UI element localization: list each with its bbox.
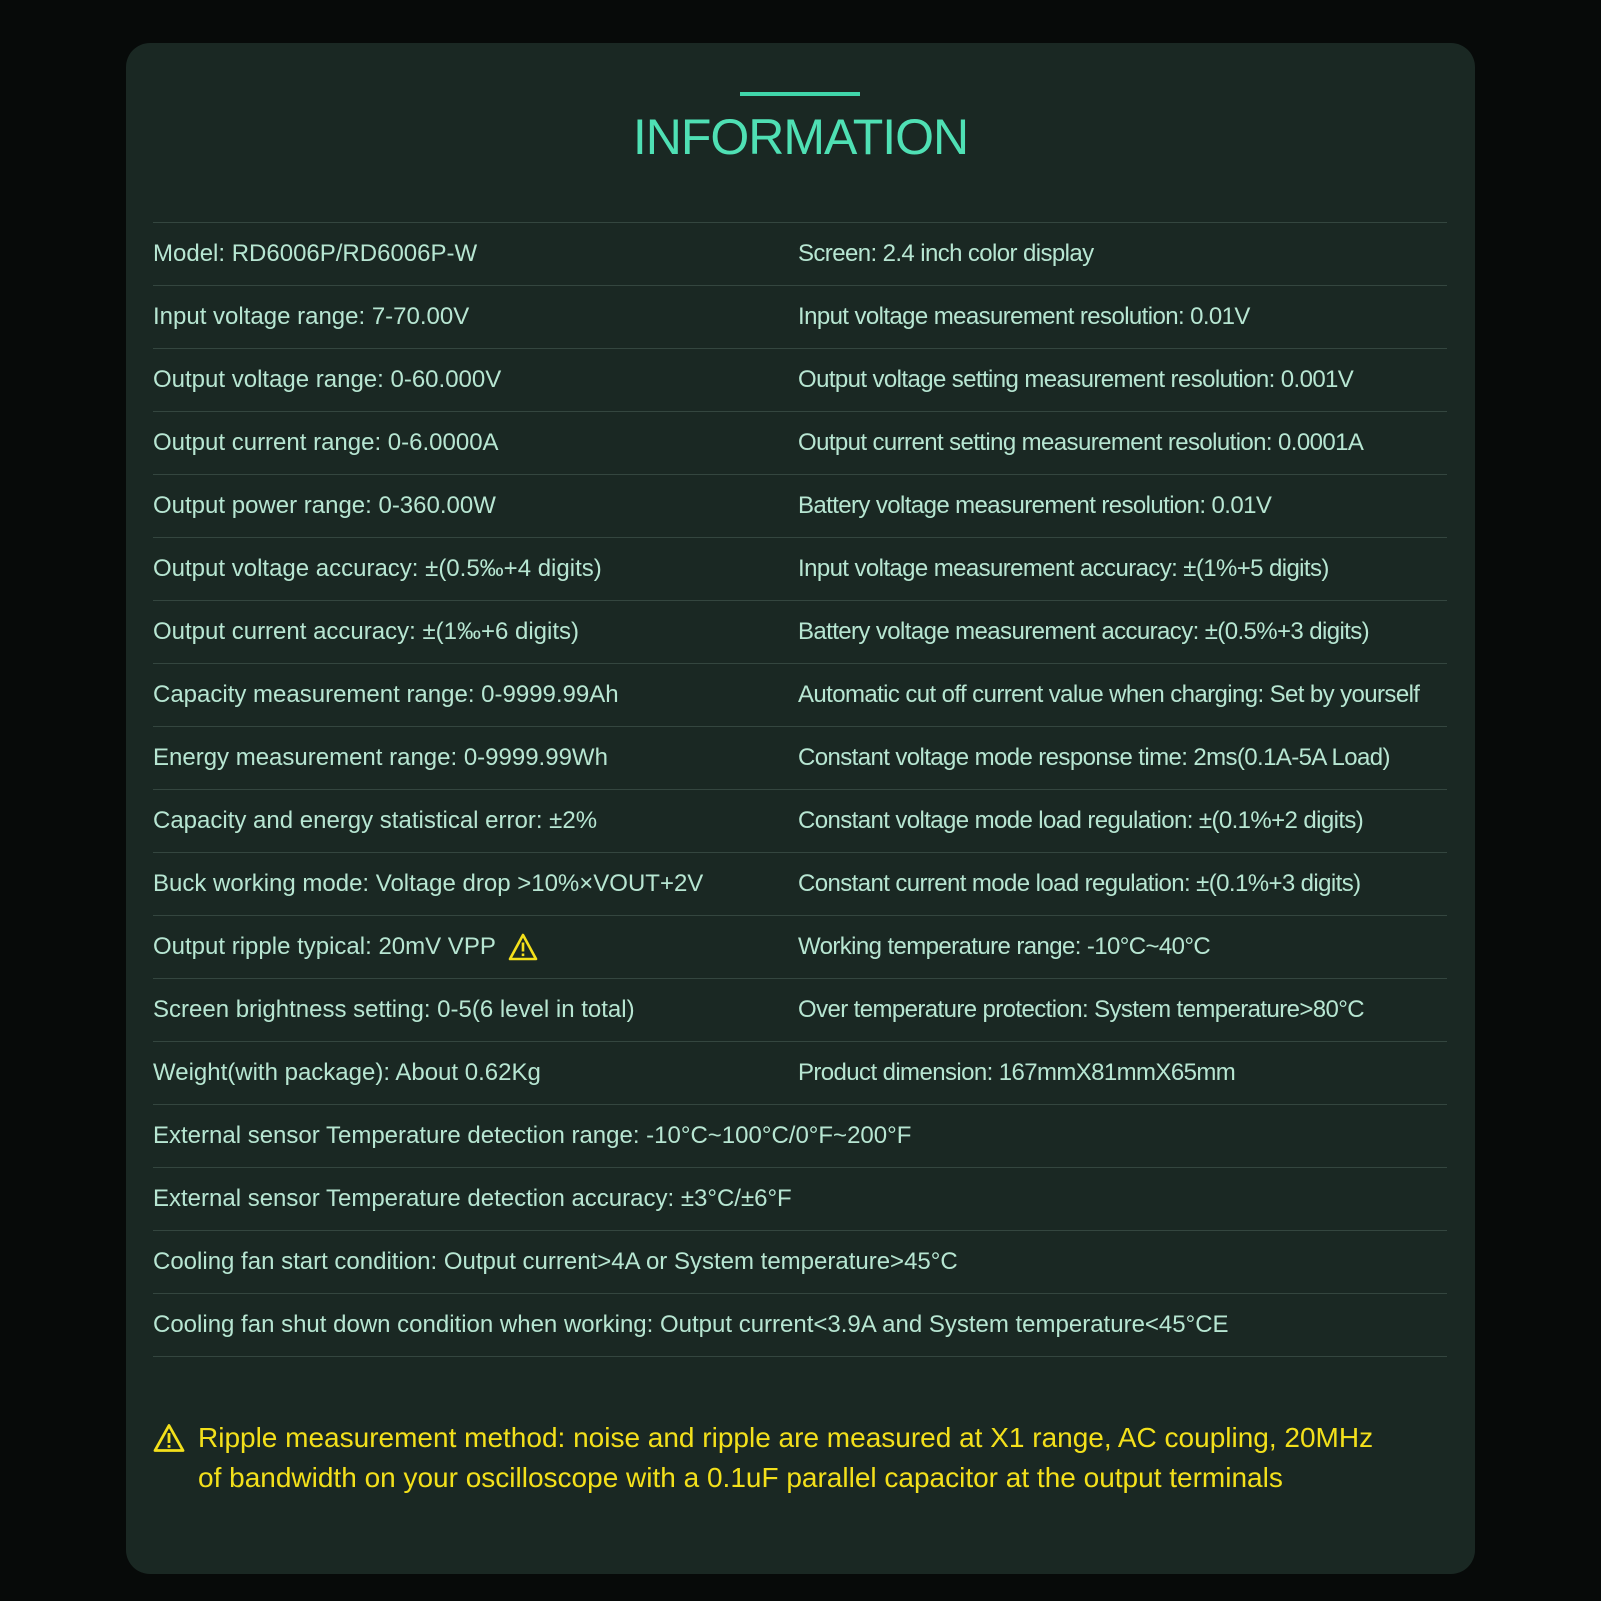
spec-output-current-accuracy: Output current accuracy: ±(1‰+6 digits) [153, 618, 580, 645]
spec-output-voltage-accuracy: Output voltage accuracy: ±(0.5‰+4 digits) [153, 555, 602, 582]
spec-row [153, 1105, 1447, 1168]
spec-cv-response-time: Constant voltage mode response time: 2ms(0.1A-5A Load) [798, 744, 1390, 771]
page-title: INFORMATION [632, 109, 969, 165]
spec-battery-voltage-resolution: Battery voltage measurement resolution: 0.01V [798, 492, 1272, 519]
spec-cut-off-current: Automatic cut off current value when charging: Set by yourself [798, 681, 1420, 708]
spec-over-temperature: Over temperature protection: System temperature>80°C [798, 996, 1364, 1023]
spec-model: Model: RD6006P/RD6006P-W [153, 240, 478, 267]
spec-row [153, 664, 1447, 727]
spec-cv-load-regulation: Constant voltage mode load regulation: ±(0.1%+2 digits) [798, 807, 1364, 834]
spec-row [153, 790, 1447, 853]
spec-cc-load-regulation: Constant current mode load regulation: ±(0.1%+3 digits) [798, 870, 1361, 897]
spec-output-ripple-cell [153, 933, 798, 961]
spec-row [153, 223, 1447, 286]
spec-output-ripple: Output ripple typical: 20mV VPP [153, 933, 496, 960]
spec-ext-temp-range: External sensor Temperature detection range: -10°C~100°C/0°F~200°F [153, 1122, 912, 1149]
spec-capacity-range: Capacity measurement range: 0-9999.99Ah [153, 681, 619, 708]
spec-screen: Screen: 2.4 inch color display [798, 240, 1094, 267]
spec-row [153, 286, 1447, 349]
warning-icon [508, 933, 538, 961]
spec-output-current-resolution: Output current setting measurement resolution: 0.0001A [798, 429, 1364, 456]
spec-row [153, 979, 1447, 1042]
ripple-note [153, 1418, 1453, 1498]
spec-row [153, 538, 1447, 601]
spec-energy-range: Energy measurement range: 0-9999.99Wh [153, 744, 608, 771]
spec-output-voltage-resolution: Output voltage setting measurement resolution: 0.001V [798, 366, 1354, 393]
spec-row [153, 1294, 1447, 1357]
warning-icon [153, 1423, 185, 1453]
title-accent-bar [740, 92, 860, 96]
spec-output-current-range: Output current range: 0-6.0000A [153, 429, 499, 456]
spec-table [153, 222, 1447, 1357]
ripple-note-line-2: of bandwidth on your oscilloscope with a 0.1uF parallel capacitor at the output terminals [198, 1462, 1283, 1493]
spec-row [153, 916, 1447, 979]
spec-fan-shutdown: Cooling fan shut down condition when working: Output current<3.9A and System temperature<45°CE [153, 1311, 1229, 1338]
ripple-note-text [198, 1418, 1448, 1498]
spec-input-voltage-accuracy: Input voltage measurement accuracy: ±(1%+5 digits) [798, 555, 1329, 582]
spec-output-power-range: Output power range: 0-360.00W [153, 492, 496, 519]
spec-input-voltage-range: Input voltage range: 7-70.00V [153, 303, 470, 330]
spec-product-dimension: Product dimension: 167mmX81mmX65mm [798, 1059, 1236, 1086]
spec-buck-mode: Buck working mode: Voltage drop >10%×VOUT+2V [153, 870, 704, 897]
spec-fan-start: Cooling fan start condition: Output current>4A or System temperature>45°C [153, 1248, 958, 1275]
spec-row [153, 1168, 1447, 1231]
spec-working-temperature: Working temperature range: -10°C~40°C [798, 933, 1211, 960]
spec-row [153, 727, 1447, 790]
spec-row [153, 349, 1447, 412]
spec-row [153, 1231, 1447, 1294]
spec-screen-brightness: Screen brightness setting: 0-5(6 level in total) [153, 996, 635, 1023]
spec-row [153, 475, 1447, 538]
spec-row [153, 601, 1447, 664]
spec-input-voltage-resolution: Input voltage measurement resolution: 0.01V [798, 303, 1250, 330]
ripple-note-line-1: Ripple measurement method: noise and ripple are measured at X1 range, AC coupling, 20MHz [198, 1422, 1374, 1453]
spec-statistical-error: Capacity and energy statistical error: ±2% [153, 807, 598, 834]
spec-ext-temp-accuracy: External sensor Temperature detection accuracy: ±3°C/±6°F [153, 1185, 792, 1212]
spec-weight: Weight(with package): About 0.62Kg [153, 1059, 541, 1086]
spec-output-voltage-range: Output voltage range: 0-60.000V [153, 366, 502, 393]
spec-battery-voltage-accuracy: Battery voltage measurement accuracy: ±(0.5%+3 digits) [798, 618, 1370, 645]
spec-row [153, 853, 1447, 916]
spec-row [153, 412, 1447, 475]
spec-row [153, 1042, 1447, 1105]
